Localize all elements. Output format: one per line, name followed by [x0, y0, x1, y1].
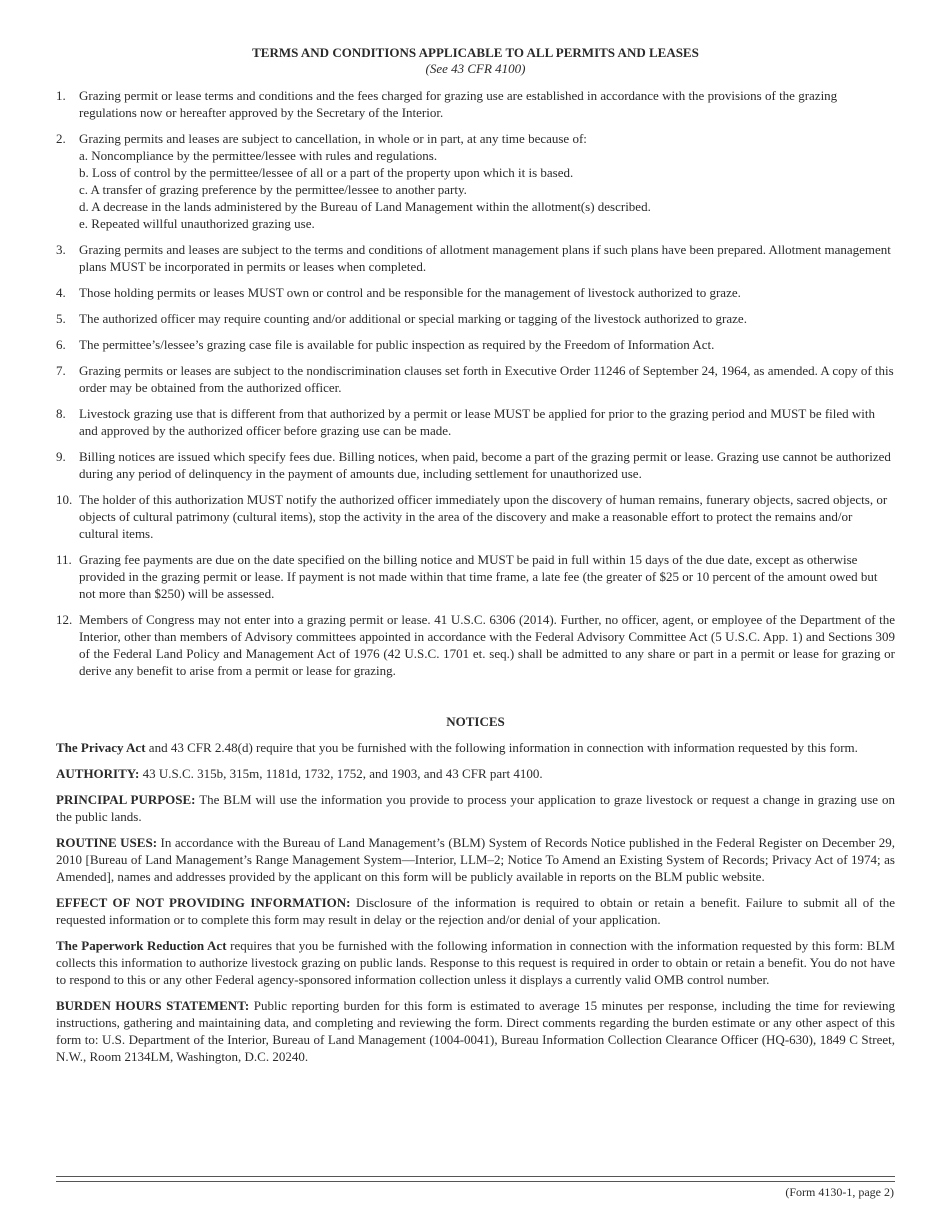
term-item — [56, 336, 895, 353]
notice-routine-uses — [56, 834, 895, 885]
notice-principal-purpose — [56, 791, 895, 825]
term-item — [56, 405, 895, 439]
notice-text: Public reporting burden for this form is estimated to average 15 minutes per response, including the time for reviewing instructions, gathering and maintaining data, and completing and reviewing the form. Direct comments regarding the burden estimate or any other aspect of this form to: U.S. Department of the Interior, Bureau of Land Management (1004-0041), Bureau Information Collection Clearance Officer (HQ-630), 1849 C Street, N.W., Room 2134LM, Washington, D.C. 20240. — [56, 998, 895, 1064]
notice-lead: PRINCIPAL PURPOSE: — [56, 792, 196, 807]
term-item — [56, 130, 895, 232]
term-text: Grazing permit or lease terms and conditions and the fees charged for grazing use are established in accordance with the provisions of the grazing regulations now or hereafter approved by the Secretary of the Interior. — [79, 88, 838, 120]
term-item — [56, 241, 895, 275]
term-number: 11. — [56, 552, 72, 567]
term-number: 3. — [56, 242, 66, 257]
term-item — [56, 491, 895, 542]
notice-lead: EFFECT OF NOT PROVIDING INFORMATION: — [56, 895, 351, 910]
term-text: Grazing permits and leases are subject to cancellation, in whole or in part, at any time because of: — [79, 131, 587, 146]
notice-text: In accordance with the Bureau of Land Management’s (BLM) System of Records Notice published in the Federal Register on December 29, 2010 [Bureau of Land Management’s Range Management System—Interior, LLM–2; Notice To Amend an Existing System of Records; Privacy Act of 1974; as Amended], names and addresses provided by the applicant on this form will be publicly available in reports on the BLM public website. — [56, 835, 895, 884]
term-number: 2. — [56, 131, 66, 146]
term-text: Billing notices are issued which specify fees due. Billing notices, when paid, become a part of the grazing permit or lease. Grazing use cannot be authorized during any period of delinquency in the payment of amounts due, including settlement for unauthorized use. — [79, 449, 891, 481]
term-item — [56, 284, 895, 301]
term-text: The authorized officer may require counting and/or additional or special marking or tagging of the livestock authorized to graze. — [79, 311, 747, 326]
notice-text: requires that you be furnished with the following information in connection with the information requested by this form: BLM collects this information to authorize livestock grazing on public lands. Response to this request is required in order to obtain or retain a benefit. You do not have to respond to this or any other Federal agency-sponsored information collection unless it displays a currently valid OMB control number. — [56, 938, 895, 987]
term-number: 6. — [56, 337, 66, 352]
cancellation-reason: e. Repeated willful unauthorized grazing use. — [79, 216, 315, 231]
term-text: Livestock grazing use that is different from that authorized by a permit or lease MUST be applied for prior to the grazing period and MUST be filed with and approved by the authorized officer before grazing use can be made. — [79, 406, 876, 438]
notice-text: The BLM will use the information you provide to process your application to graze livestock or request a change in grazing use on the public lands. — [56, 792, 895, 824]
page-title: TERMS AND CONDITIONS APPLICABLE TO ALL PERMITS AND LEASES — [252, 45, 699, 60]
term-number: 8. — [56, 406, 66, 421]
term-item — [56, 448, 895, 482]
notice-paperwork-reduction-act — [56, 937, 895, 988]
term-text: The permittee’s/lessee’s grazing case file is available for public inspection as required by the Freedom of Information Act. — [79, 337, 715, 352]
term-number: 12. — [56, 612, 73, 627]
term-item — [56, 310, 895, 327]
notice-privacy-act — [56, 739, 895, 756]
notice-lead: The Privacy Act — [56, 740, 146, 755]
term-number: 7. — [56, 363, 66, 378]
term-number: 4. — [56, 285, 66, 300]
term-text: Members of Congress may not enter into a grazing permit or lease. 41 U.S.C. 6306 (2014). Further, no officer, agent, or employee of the Department of the Interior, other than members of Advisory committees appointed in accordance with the Federal Advisory Committee Act (5 U.S.C. App. 1) and Sections 309 of the Federal Land Policy and Management Act of 1976 (42 U.S.C. 1701 et. seq.) shall be admitted to any share or part in a permit or lease for grazing or derive any benefit to arise from a permit or lease for grazing. — [79, 612, 895, 678]
notice-effect-of-not-providing — [56, 894, 895, 928]
term-number: 10. — [56, 492, 73, 507]
notice-authority — [56, 765, 895, 782]
term-number: 1. — [56, 88, 66, 103]
term-item — [56, 362, 895, 396]
term-number: 9. — [56, 449, 66, 464]
term-item — [56, 551, 895, 602]
cancellation-reason: c. A transfer of grazing preference by the permittee/lessee to another party. — [79, 182, 467, 197]
form-page — [56, 45, 895, 1074]
cancellation-reason: d. A decrease in the lands administered by the Bureau of Land Management within the allotment(s) described. — [79, 199, 651, 214]
notice-lead: AUTHORITY: — [56, 766, 140, 781]
term-text: Those holding permits or leases MUST own or control and be responsible for the management of livestock authorized to graze. — [79, 285, 741, 300]
term-text: Grazing permits and leases are subject to the terms and conditions of allotment management plans if such plans have been prepared. Allotment management plans MUST be incorporated in permits or leases when completed. — [79, 242, 891, 274]
notice-lead: The Paperwork Reduction Act — [56, 938, 227, 953]
term-item — [56, 611, 895, 679]
term-number: 5. — [56, 311, 66, 326]
notice-lead: BURDEN HOURS STATEMENT: — [56, 998, 250, 1013]
term-text: Grazing fee payments are due on the date specified on the billing notice and MUST be paid in full within 15 days of the due date, except as otherwise provided in the grazing permit or lease. If payment is not made within that time frame, a late fee (the greater of $25 or 10 percent of the amount owed but not more than $250) will be assessed. — [79, 552, 878, 601]
notices-heading: NOTICES — [446, 714, 505, 729]
notice-text: and 43 CFR 2.48(d) require that you be furnished with the following information in connection with information requested by this form. — [145, 740, 858, 755]
term-text: Grazing permits or leases are subject to the nondiscrimination clauses set forth in Executive Order 11246 of September 24, 1964, as amended. A copy of this order may be obtained from the authorized officer. — [79, 363, 894, 395]
notice-lead: ROUTINE USES: — [56, 835, 158, 850]
cancellation-reasons-list — [79, 147, 895, 232]
page-subtitle: (See 43 CFR 4100) — [425, 61, 526, 76]
terms-list — [56, 87, 895, 679]
notice-burden-hours — [56, 997, 895, 1065]
cancellation-reason: b. Loss of control by the permittee/lessee of all or a part of the property upon which it is based. — [79, 165, 574, 180]
form-page-label: (Form 4130-1, page 2) — [785, 1185, 894, 1199]
term-text: The holder of this authorization MUST notify the authorized officer immediately upon the discovery of human remains, funerary objects, sacred objects, or objects of cultural patrimony (cultural items), stop the activity in the area of the discovery and make a reasonable effort to protect the remains and/or cultural items. — [79, 492, 888, 541]
cancellation-reason: a. Noncompliance by the permittee/lessee with rules and regulations. — [79, 148, 438, 163]
term-item — [56, 87, 895, 121]
notice-text: 43 U.S.C. 315b, 315m, 1181d, 1732, 1752, and 1903, and 43 CFR part 4100. — [139, 766, 543, 781]
notice-text: Disclosure of the information is required to obtain or retain a benefit. Failure to submit all of the requested information or to complete this form may result in delay or the rejection and/or denial of your application. — [56, 895, 896, 927]
footer-divider — [56, 1176, 895, 1182]
